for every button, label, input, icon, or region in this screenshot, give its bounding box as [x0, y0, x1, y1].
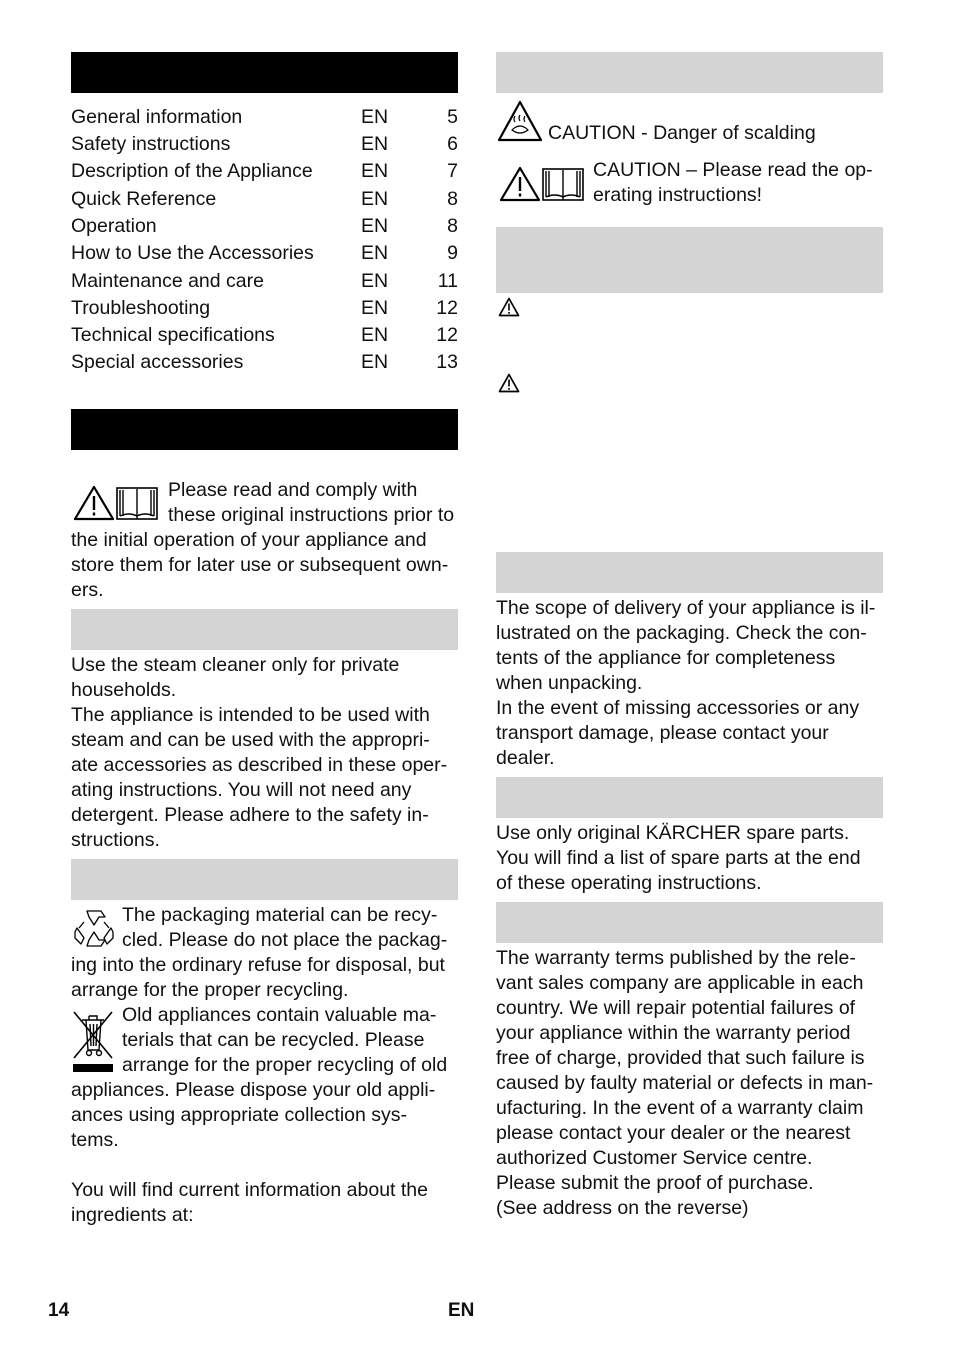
toc-title: Technical specifications — [71, 324, 275, 346]
recycle-icon — [72, 908, 116, 948]
text-line: terials that can be recycled. Please — [122, 1029, 425, 1051]
scope-of-delivery-text — [496, 596, 906, 771]
text-line: structions. — [71, 829, 160, 851]
section-header-bar — [71, 409, 458, 450]
text-line: store them for later use or subsequent own- — [71, 554, 449, 576]
ingredients-text — [71, 1178, 471, 1228]
toc-row[interactable] — [71, 296, 458, 323]
text-line: ufacturing. In the event of a warranty claim — [496, 1097, 864, 1119]
text-line: steam and can be used with the appropri- — [71, 729, 430, 751]
text-line: of these operating instructions. — [496, 872, 762, 894]
intro-text-top — [168, 478, 468, 528]
toc-title: General information — [71, 106, 243, 128]
text-line: CAUTION - Danger of scalding — [548, 122, 816, 144]
text-line: transport damage, please contact your — [496, 722, 829, 744]
toc-row[interactable] — [71, 132, 458, 159]
toc-lang: EN — [361, 270, 389, 292]
footer-language: EN — [448, 1300, 475, 1321]
toc-page: 12 — [436, 297, 458, 319]
text-line: appliances. Please dispose your old appli- — [71, 1079, 436, 1101]
toc-title: Operation — [71, 215, 157, 237]
text-line: ances using appropriate collection sys- — [71, 1104, 408, 1126]
recycle-text-top — [122, 903, 472, 953]
warning-icon — [498, 297, 520, 317]
text-line: cled. Please do not place the packag- — [122, 929, 448, 951]
manual-book-icon — [116, 486, 158, 520]
text-line: free of charge, provided that such failure is — [496, 1047, 865, 1069]
text-line: vant sales company are applicable in each — [496, 972, 864, 994]
text-line: You will find a list of spare parts at the end — [496, 847, 861, 869]
toc-page: 7 — [447, 160, 458, 182]
text-line: the initial operation of your appliance and — [71, 529, 427, 551]
intro-text-bottom — [71, 528, 471, 603]
text-line: ate accessories as described in these oper- — [71, 754, 448, 776]
text-line: Old appliances contain valuable ma- — [122, 1004, 437, 1026]
text-line: The packaging material can be recy- — [122, 904, 438, 926]
warning-icon — [73, 485, 115, 521]
page-number: 14 — [48, 1300, 70, 1321]
text-line: The scope of delivery of your appliance is il- — [496, 597, 876, 619]
text-line: Use the steam cleaner only for private — [71, 654, 400, 676]
text-line: ating instructions. You will not need any — [71, 779, 412, 801]
toc-title: Description of the Appliance — [71, 160, 313, 182]
toc-page: 5 — [447, 106, 458, 128]
toc-page: 13 — [436, 351, 458, 373]
text-line: erating instructions! — [593, 184, 763, 206]
text-line: In the event of missing accessories or any — [496, 697, 860, 719]
toc-lang: EN — [361, 324, 389, 346]
toc-title: Troubleshooting — [71, 297, 211, 319]
toc-page: 11 — [437, 270, 458, 292]
warranty-text — [496, 946, 906, 1221]
old-appliance-text-bottom — [71, 1078, 471, 1153]
text-line: Use only original KÄRCHER spare parts. — [496, 822, 850, 844]
text-line: caused by faulty material or defects in man- — [496, 1072, 874, 1094]
text-line: ingredients at: — [71, 1204, 194, 1226]
text-line: dealer. — [496, 747, 555, 769]
toc-page: 9 — [447, 242, 458, 264]
text-line: please contact your dealer or the nearest — [496, 1122, 851, 1144]
section-header-bar — [496, 777, 883, 818]
old-appliance-text-top — [122, 1003, 472, 1078]
toc-page: 6 — [447, 133, 458, 155]
caution-read-text — [593, 158, 893, 208]
text-line: tents of the appliance for completeness — [496, 647, 836, 669]
spare-parts-text — [496, 821, 906, 896]
section-header-bar — [496, 552, 883, 593]
toc-row[interactable] — [71, 323, 458, 350]
toc-title: Quick Reference — [71, 188, 217, 210]
toc-page: 8 — [447, 215, 458, 237]
text-line: ers. — [71, 579, 104, 601]
section-header-bar — [496, 227, 883, 293]
hot-surface-warning-icon — [497, 100, 543, 142]
text-line: these original instructions prior to — [168, 504, 455, 526]
toc-title: Safety instructions — [71, 133, 231, 155]
toc-row[interactable] — [71, 159, 458, 186]
text-line: lustrated on the packaging. Check the con- — [496, 622, 867, 644]
text-line: when unpacking. — [496, 672, 643, 694]
recycle-text-bottom — [71, 953, 471, 1003]
text-line: arrange for the proper recycling of old — [122, 1054, 448, 1076]
text-line: (See address on the reverse) — [496, 1197, 749, 1219]
text-line: The warranty terms published by the rele- — [496, 947, 856, 969]
text-line: You will find current information about the — [71, 1179, 428, 1201]
text-line: CAUTION – Please read the op- — [593, 159, 873, 181]
text-line: Please read and comply with — [168, 479, 418, 501]
toc-lang: EN — [361, 133, 389, 155]
toc-page: 12 — [436, 324, 458, 346]
toc-row[interactable] — [71, 187, 458, 214]
toc-lang: EN — [361, 297, 389, 319]
toc-lang: EN — [361, 160, 389, 182]
manual-book-icon — [542, 167, 584, 201]
toc-lang: EN — [361, 351, 389, 373]
text-line: country. We will repair potential failures of — [496, 997, 856, 1019]
proper-use-text — [71, 653, 471, 853]
toc-title: Maintenance and care — [71, 270, 264, 292]
section-header-bar — [496, 52, 883, 93]
section-header-bar — [71, 609, 458, 650]
text-line: detergent. Please adhere to the safety in- — [71, 804, 429, 826]
toc-row[interactable] — [71, 105, 458, 132]
text-line: arrange for the proper recycling. — [71, 979, 349, 1001]
text-line: tems. — [71, 1129, 119, 1151]
toc-header-bar — [71, 52, 458, 93]
toc-lang: EN — [361, 215, 389, 237]
toc-lang: EN — [361, 242, 389, 264]
toc-lang: EN — [361, 106, 389, 128]
caution-scalding-text — [548, 121, 888, 146]
crossed-bin-icon — [72, 1008, 114, 1074]
toc-row[interactable] — [71, 214, 458, 241]
toc-page: 8 — [447, 188, 458, 210]
toc-row[interactable] — [71, 350, 458, 377]
text-line: your appliance within the warranty period — [496, 1022, 851, 1044]
text-line: Please submit the proof of purchase. — [496, 1172, 814, 1194]
text-line: authorized Customer Service centre. — [496, 1147, 813, 1169]
toc-title: How to Use the Accessories — [71, 242, 314, 264]
text-line: The appliance is intended to be used with — [71, 704, 430, 726]
toc-lang: EN — [361, 188, 389, 210]
warning-icon — [499, 166, 541, 202]
text-line: households. — [71, 679, 177, 701]
toc-row[interactable] — [71, 241, 458, 268]
warning-icon — [498, 373, 520, 393]
text-line: ing into the ordinary refuse for disposal, but — [71, 954, 445, 976]
toc-title: Special accessories — [71, 351, 244, 373]
toc-row[interactable] — [71, 269, 458, 296]
section-header-bar — [496, 902, 883, 943]
section-header-bar — [71, 859, 458, 900]
